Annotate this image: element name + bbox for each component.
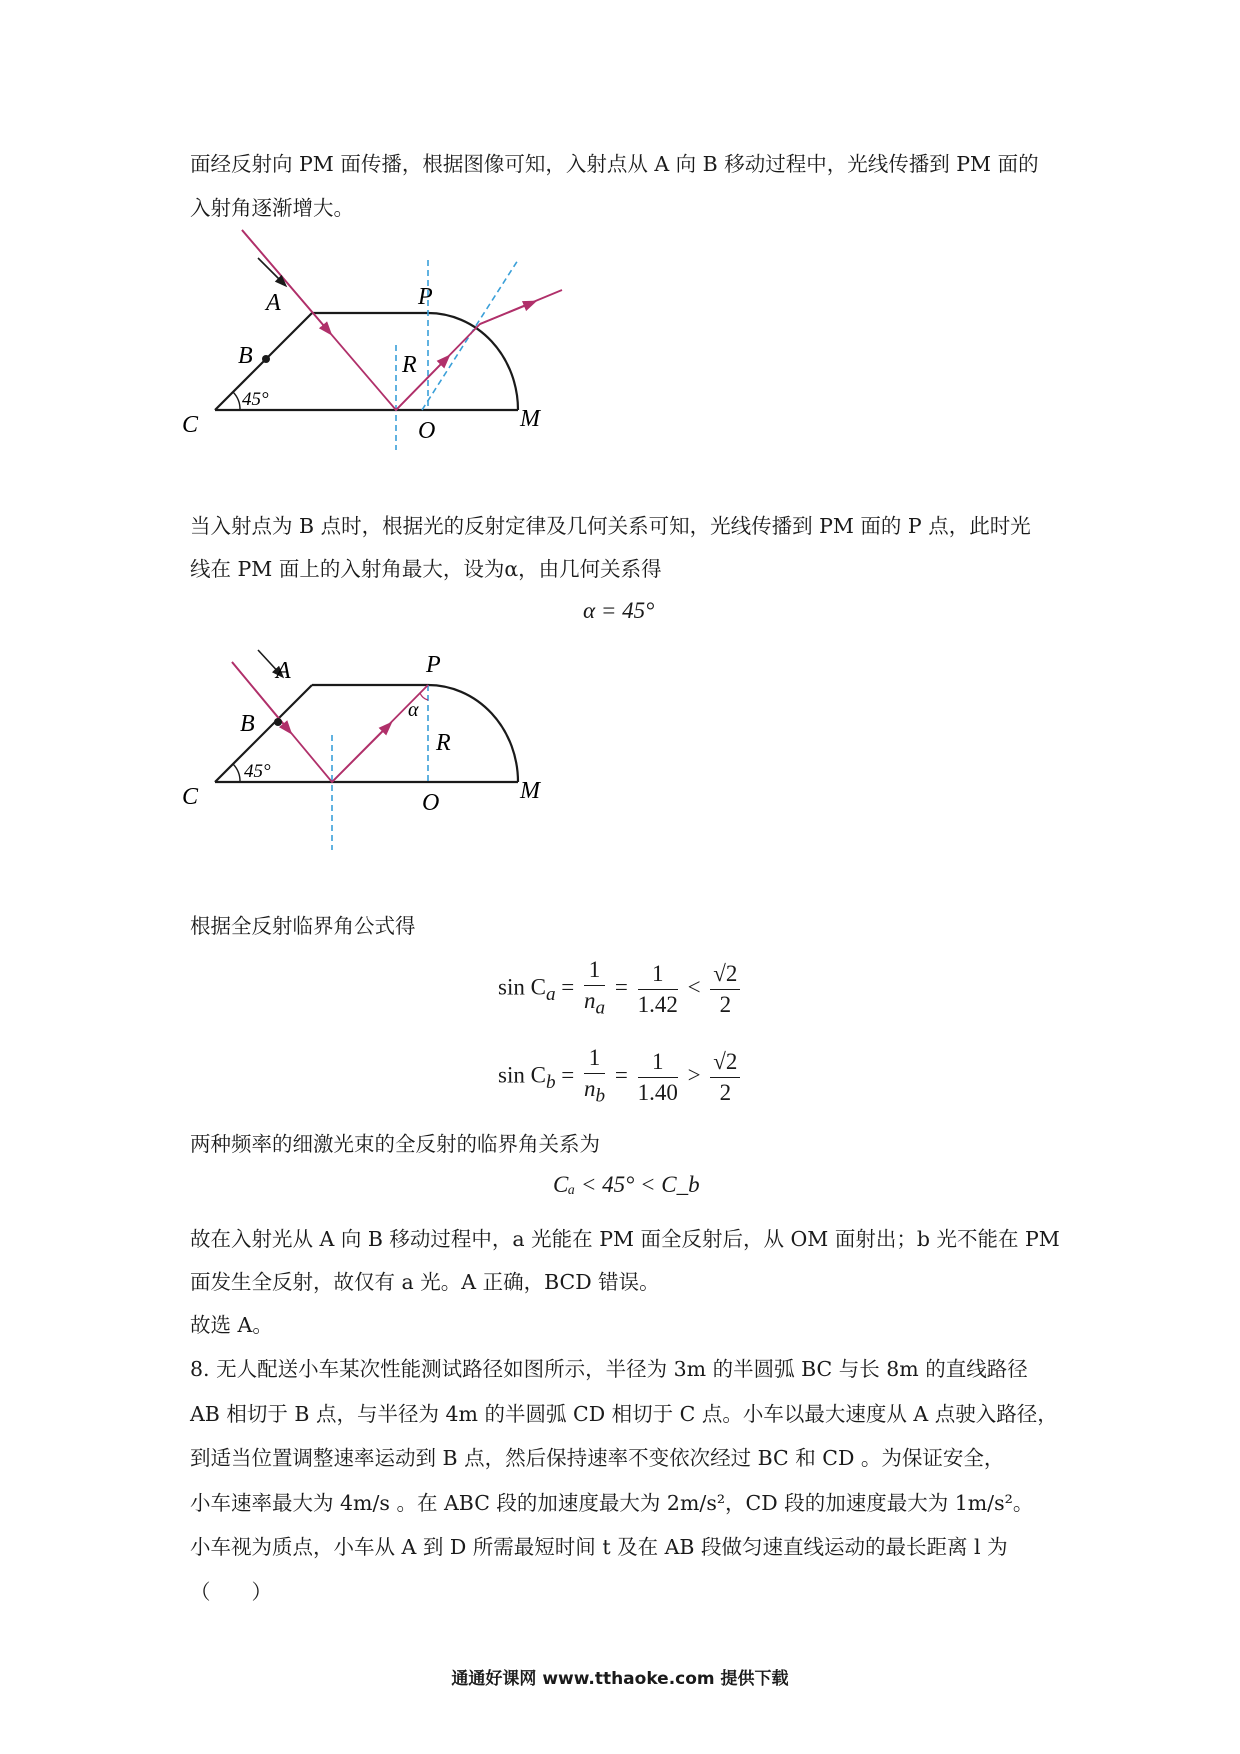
paragraph-line: 当入射点为 B 点时，根据光的反射定律及几何关系可知，光线传播到 PM 面的 P 点，此时光	[190, 514, 1031, 538]
label-o: O	[418, 418, 436, 444]
question-line: AB 相切于 B 点，与半径为 4m 的半圆弧 CD 相切于 C 点。小车以最大速度从 A 点驶入路径，	[190, 1402, 1058, 1426]
label-r: R	[436, 730, 451, 756]
point-b	[274, 718, 282, 726]
paragraph-line: 故在入射光从 A 向 B 移动过程中，a 光能在 PM 面全反射后，从 OM 面射出；b 光不能在 PM	[190, 1227, 1060, 1251]
label-m: M	[520, 778, 540, 804]
equation-sin-ca: $\sin C_a$ = $\frac{1}{n_a}$ = $\frac{1}{1.42}$ < $\frac{√2}{2}$	[498, 955, 744, 1024]
label-b: B	[240, 711, 255, 737]
label-p: P	[418, 284, 433, 310]
optics-figure-2	[182, 640, 590, 860]
equation-critical-angles: Cₐ < 45° < C_b	[553, 1172, 700, 1197]
question-line: 到适当位置调整速率运动到 B 点，然后保持速率不变依次经过 BC 和 CD 。为保证安全，	[190, 1446, 1005, 1470]
footer-watermark: 通通好课网 www.tthaoke.com 提供下载	[451, 1669, 789, 1689]
answer-blank: （ ）	[190, 1580, 272, 1604]
paragraph-line: 入射角逐渐增大。	[190, 196, 354, 220]
paragraph-line: 故选 A。	[190, 1313, 273, 1337]
equation-sin-cb: $\sin C_b$ = $\frac{1}{n_b}$ = $\frac{1}{1.40}$ > $\frac{√2}{2}$	[498, 1043, 744, 1112]
incident-arrow	[258, 258, 285, 285]
label-m: M	[520, 406, 540, 432]
equation-alpha: α = 45°	[583, 598, 655, 623]
label-b: B	[238, 343, 253, 369]
label-r: R	[402, 352, 417, 378]
label-alpha: α	[408, 699, 419, 721]
paragraph-line: 线在 PM 面上的入射角最大，设为α，由几何关系得	[190, 557, 662, 581]
point-b	[262, 355, 270, 363]
label-angle: 45°	[242, 389, 269, 410]
question-line: 8. 无人配送小车某次性能测试路径如图所示，半径为 3m 的半圆弧 BC 与长 8m 的直线路径	[190, 1357, 1028, 1381]
paragraph-line: 根据全反射临界角公式得	[190, 914, 416, 938]
label-o: O	[422, 790, 440, 816]
paragraph-line: 面发生全反射，故仅有 a 光。A 正确，BCD 错误。	[190, 1270, 660, 1294]
label-p: P	[426, 652, 441, 678]
paragraph-line: 面经反射向 PM 面传播，根据图像可知，入射点从 A 向 B 移动过程中，光线传播到 PM 面的	[190, 152, 1039, 176]
label-c: C	[182, 784, 199, 810]
label-c: C	[182, 412, 199, 438]
optics-figure-1	[182, 240, 590, 460]
paragraph-line: 两种频率的细激光束的全反射的临界角关系为	[190, 1132, 600, 1156]
label-a: A	[266, 290, 281, 316]
label-angle: 45°	[244, 761, 271, 782]
question-line: 小车视为质点，小车从 A 到 D 所需最短时间 t 及在 AB 段做匀速直线运动的最长距离 l 为	[190, 1535, 1008, 1559]
question-line: 小车速率最大为 4m/s 。在 ABC 段的加速度最大为 2m/s²，CD 段的加速度最大为 1m/s²。	[190, 1491, 1034, 1515]
label-a: A	[276, 658, 291, 684]
